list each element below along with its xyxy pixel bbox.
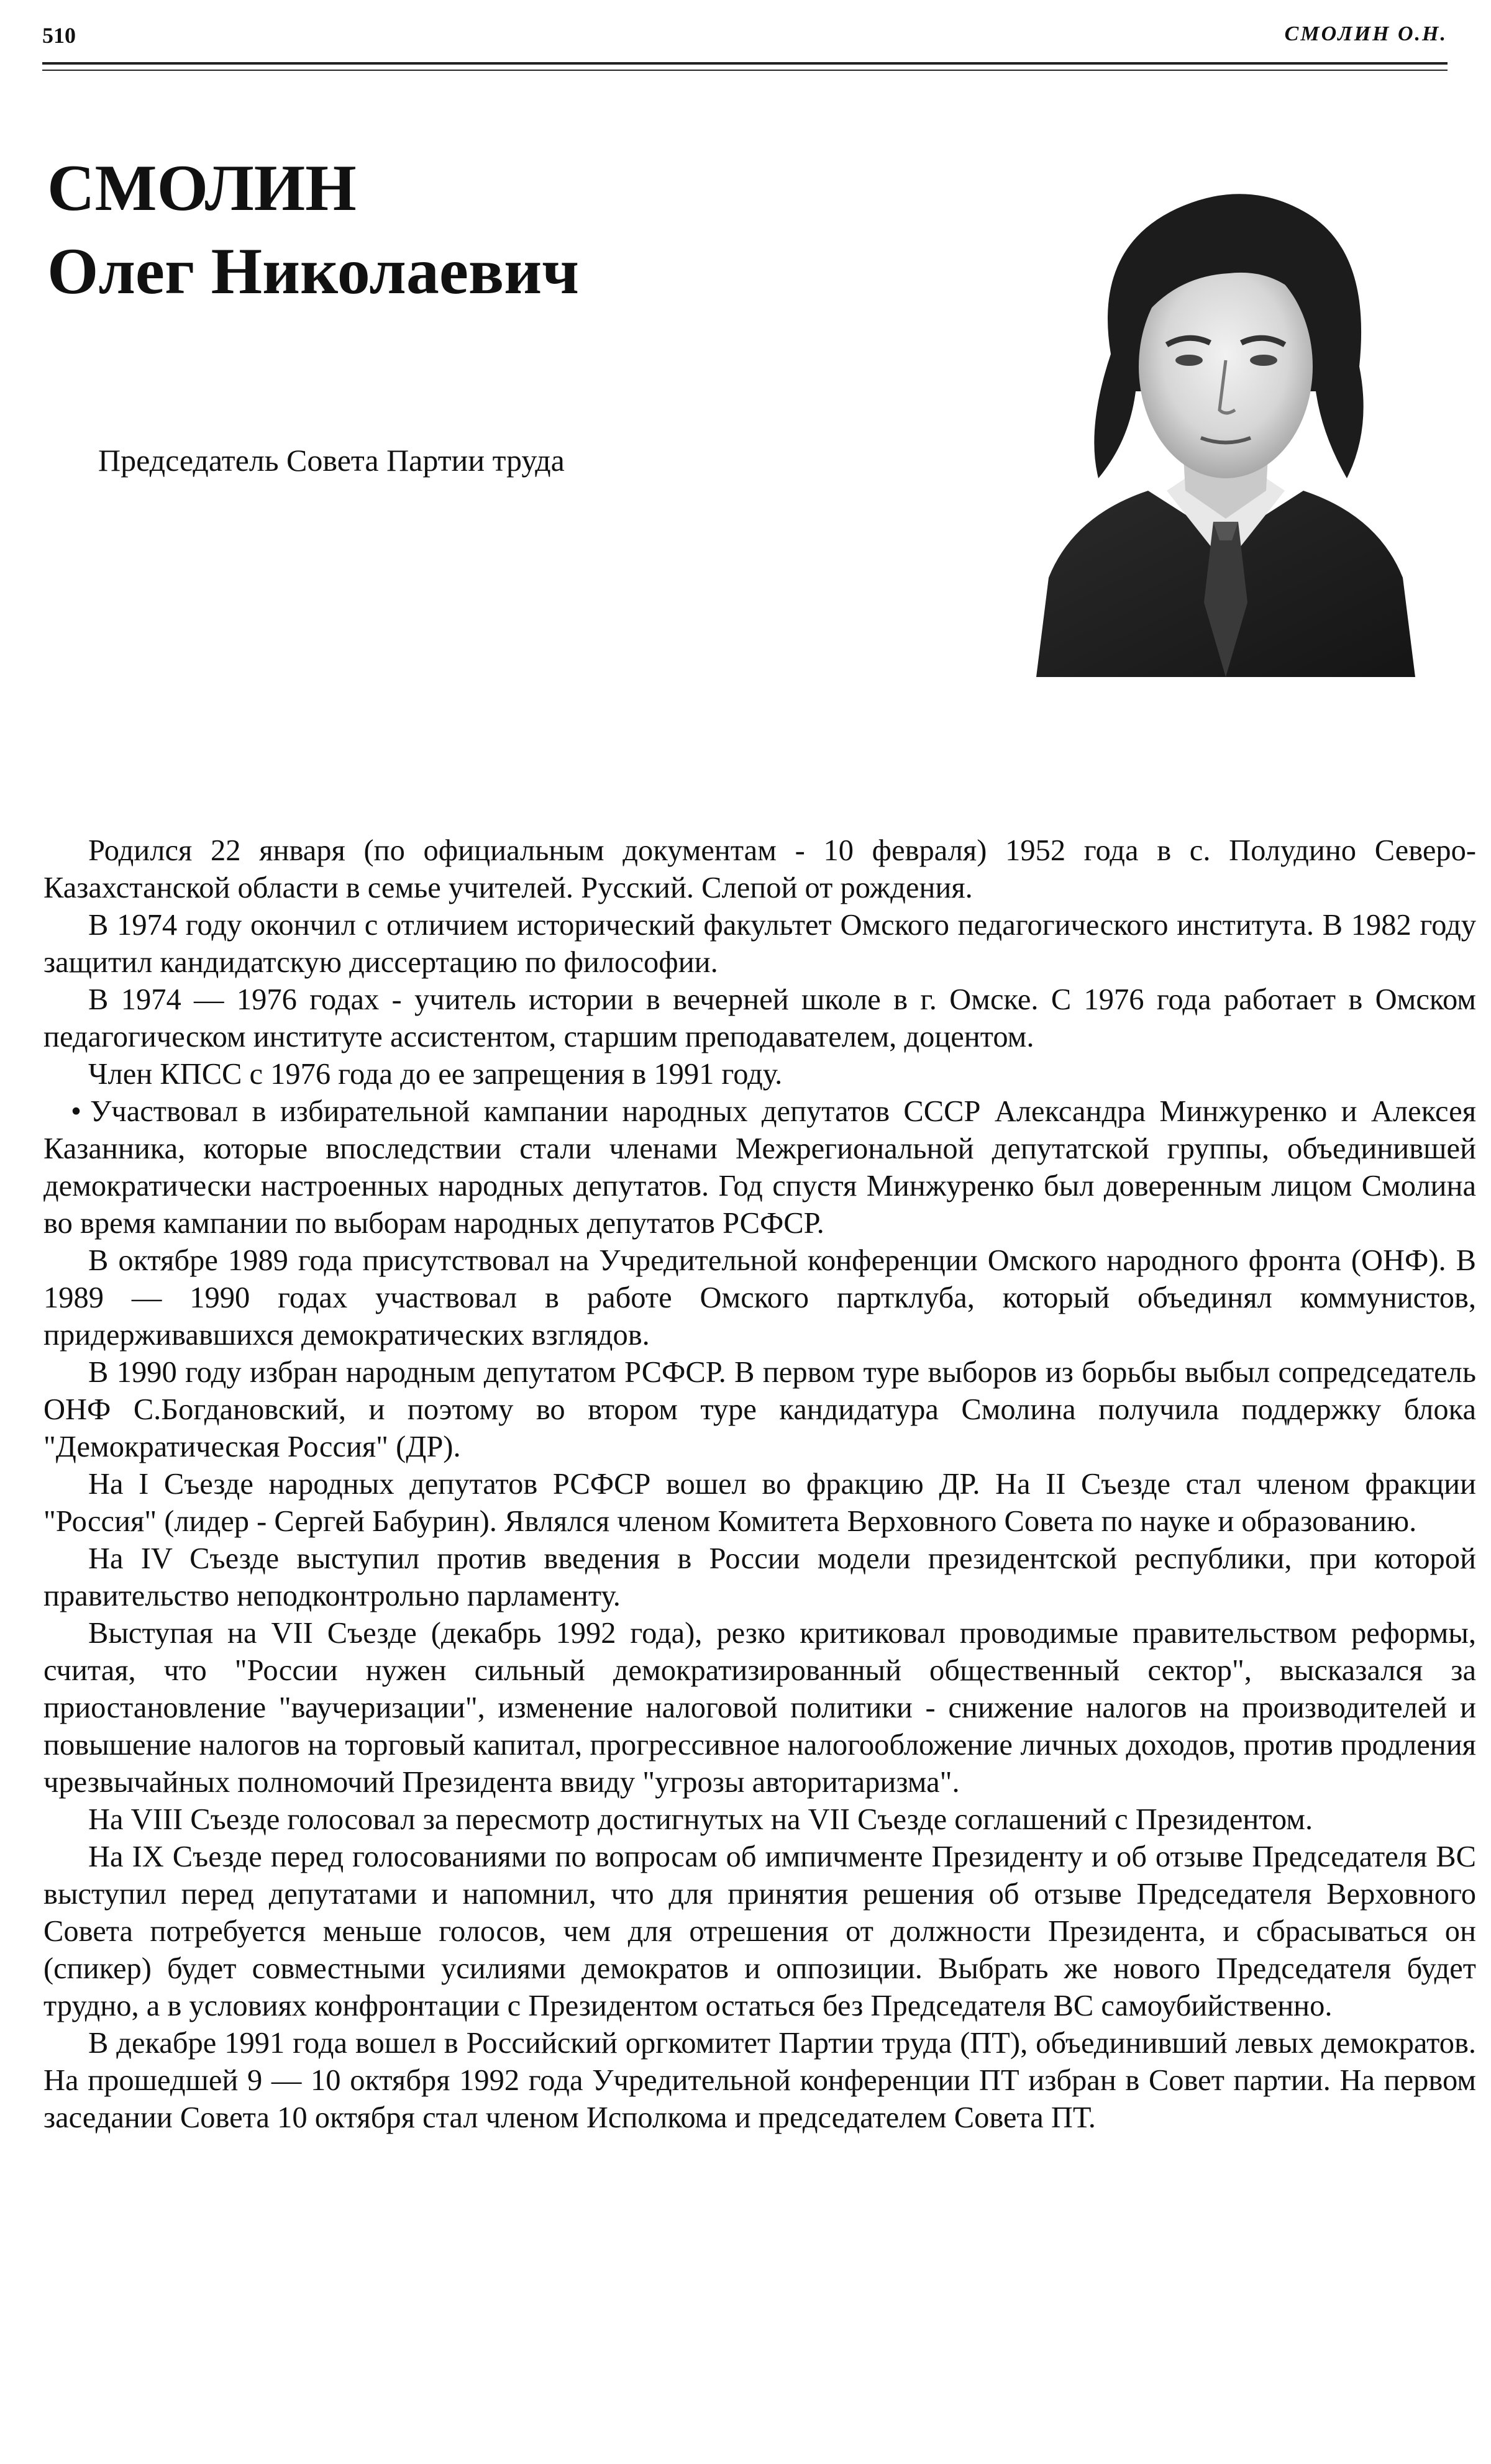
given-names: Олег Николаевич — [47, 235, 580, 307]
biography — [43, 832, 1476, 2137]
bio-paragraph: На IV Съезде выступил против введения в России модели президентской республики, при которой правительство неподконтрольно парламенту. — [43, 1542, 1476, 1612]
bio-paragraph-bullet — [43, 1093, 1476, 1242]
bio-paragraph: Выступая на VII Съезде (декабрь 1992 года), резко критиковал проводимые правительством реформы, считая, что "России нужен сильный демократизированный общественный сектор", высказался за приостановление "ваучеризации", изменение налоговой политики - снижение налогов на производителей и повышение налогов на торговый капитал, прогрессивное налогообложение личных доходов, против продления чрезвычайных полномочий Президента ввиду "угрозы авторитаризма". — [43, 1617, 1476, 1799]
portrait-photo — [1024, 168, 1428, 677]
bio-paragraph: В декабре 1991 года вошел в Российский оргкомитет Партии труда (ПТ), объединивший левых демократов. На прошедшей 9 — 10 октября 1992 года Учредительной конференции ПТ избран в Совет партии. На первом заседании Совета 10 октября стал членом Исполкома и председателем Совета ПТ. — [43, 2027, 1476, 2134]
person-position: Председатель Совета Партии труда — [98, 443, 565, 478]
running-head: СМОЛИН О.Н. — [1284, 22, 1448, 45]
bio-paragraph: Член КПСС с 1976 года до ее запрещения в 1991 году. — [88, 1058, 783, 1091]
bullet-text: Участвовал в избирательной кампании народных депутатов СССР Александра Минжуренко и Алексея Казанника, которые впоследствии стали членами Межрегиональной депутатской группы, объединившей демократически настроенных народных депутатов. Год спустя Минжуренко был доверенным лицом Смолина во время кампании по выборам народных депутатов РСФСР. — [43, 1095, 1476, 1240]
bullet-mark: • — [71, 1095, 81, 1128]
person-name — [47, 152, 580, 307]
header-rule-thick — [42, 62, 1448, 65]
bio-paragraph: В октябре 1989 года присутствовал на Учредительной конференции Омского народного фронта (ОНФ). В 1989 — 1990 годах участвовал в работе Омского партклуба, который объединял коммунистов, придерживавшихся демократических взглядов. — [43, 1244, 1476, 1352]
page-number: 510 — [42, 23, 76, 48]
header-rule-thin — [42, 70, 1448, 71]
bio-paragraph: На IX Съезде перед голосованиями по вопросам об импичменте Президенту и об отзыве Председателя ВС выступил перед депутатами и напомнил, что для принятия решения об отзыве Председателя Верховного Совета потребуется меньше голосов, чем для отрешения от должности Президента, и сбрасываться он (спикер) будет совместными усилиями демократов и оппозиции. Выбрать же нового Председателя будет трудно, а в условиях конфронтации с Президентом остаться без Председателя ВС самоубийственно. — [43, 1840, 1476, 2022]
bio-paragraph: В 1974 — 1976 годах - учитель истории в вечерней школе в г. Омске. С 1976 года работает в Омском педагогическом институте ассистентом, старшим преподавателем, доцентом. — [43, 983, 1476, 1053]
bio-paragraph: На VIII Съезде голосовал за пересмотр достигнутых на VII Съезде соглашений с Президентом. — [88, 1803, 1313, 1836]
bio-paragraph: На I Съезде народных депутатов РСФСР вошел во фракцию ДР. На II Съезде стал членом фракции "Россия" (лидер - Сергей Бабурин). Являлся членом Комитета Верховного Совета по науке и образованию. — [43, 1468, 1476, 1538]
bio-paragraph: В 1990 году избран народным депутатом РСФСР. В первом туре выборов из борьбы выбыл сопредседатель ОНФ С.Богдановский, и поэтому во втором туре кандидатура Смолина получила поддержку блока "Демократическая Россия" (ДР). — [43, 1356, 1476, 1463]
bio-paragraph: В 1974 году окончил с отличием исторический факультет Омского педагогического института. В 1982 году защитил кандидатскую диссертацию по философии. — [43, 909, 1476, 979]
surname: СМОЛИН — [47, 152, 357, 224]
bio-paragraph: Родился 22 января (по официальным документам - 10 февраля) 1952 года в с. Полудино Северо-Казахстанской области в семье учителей. Русский. Слепой от рождения. — [43, 834, 1476, 904]
